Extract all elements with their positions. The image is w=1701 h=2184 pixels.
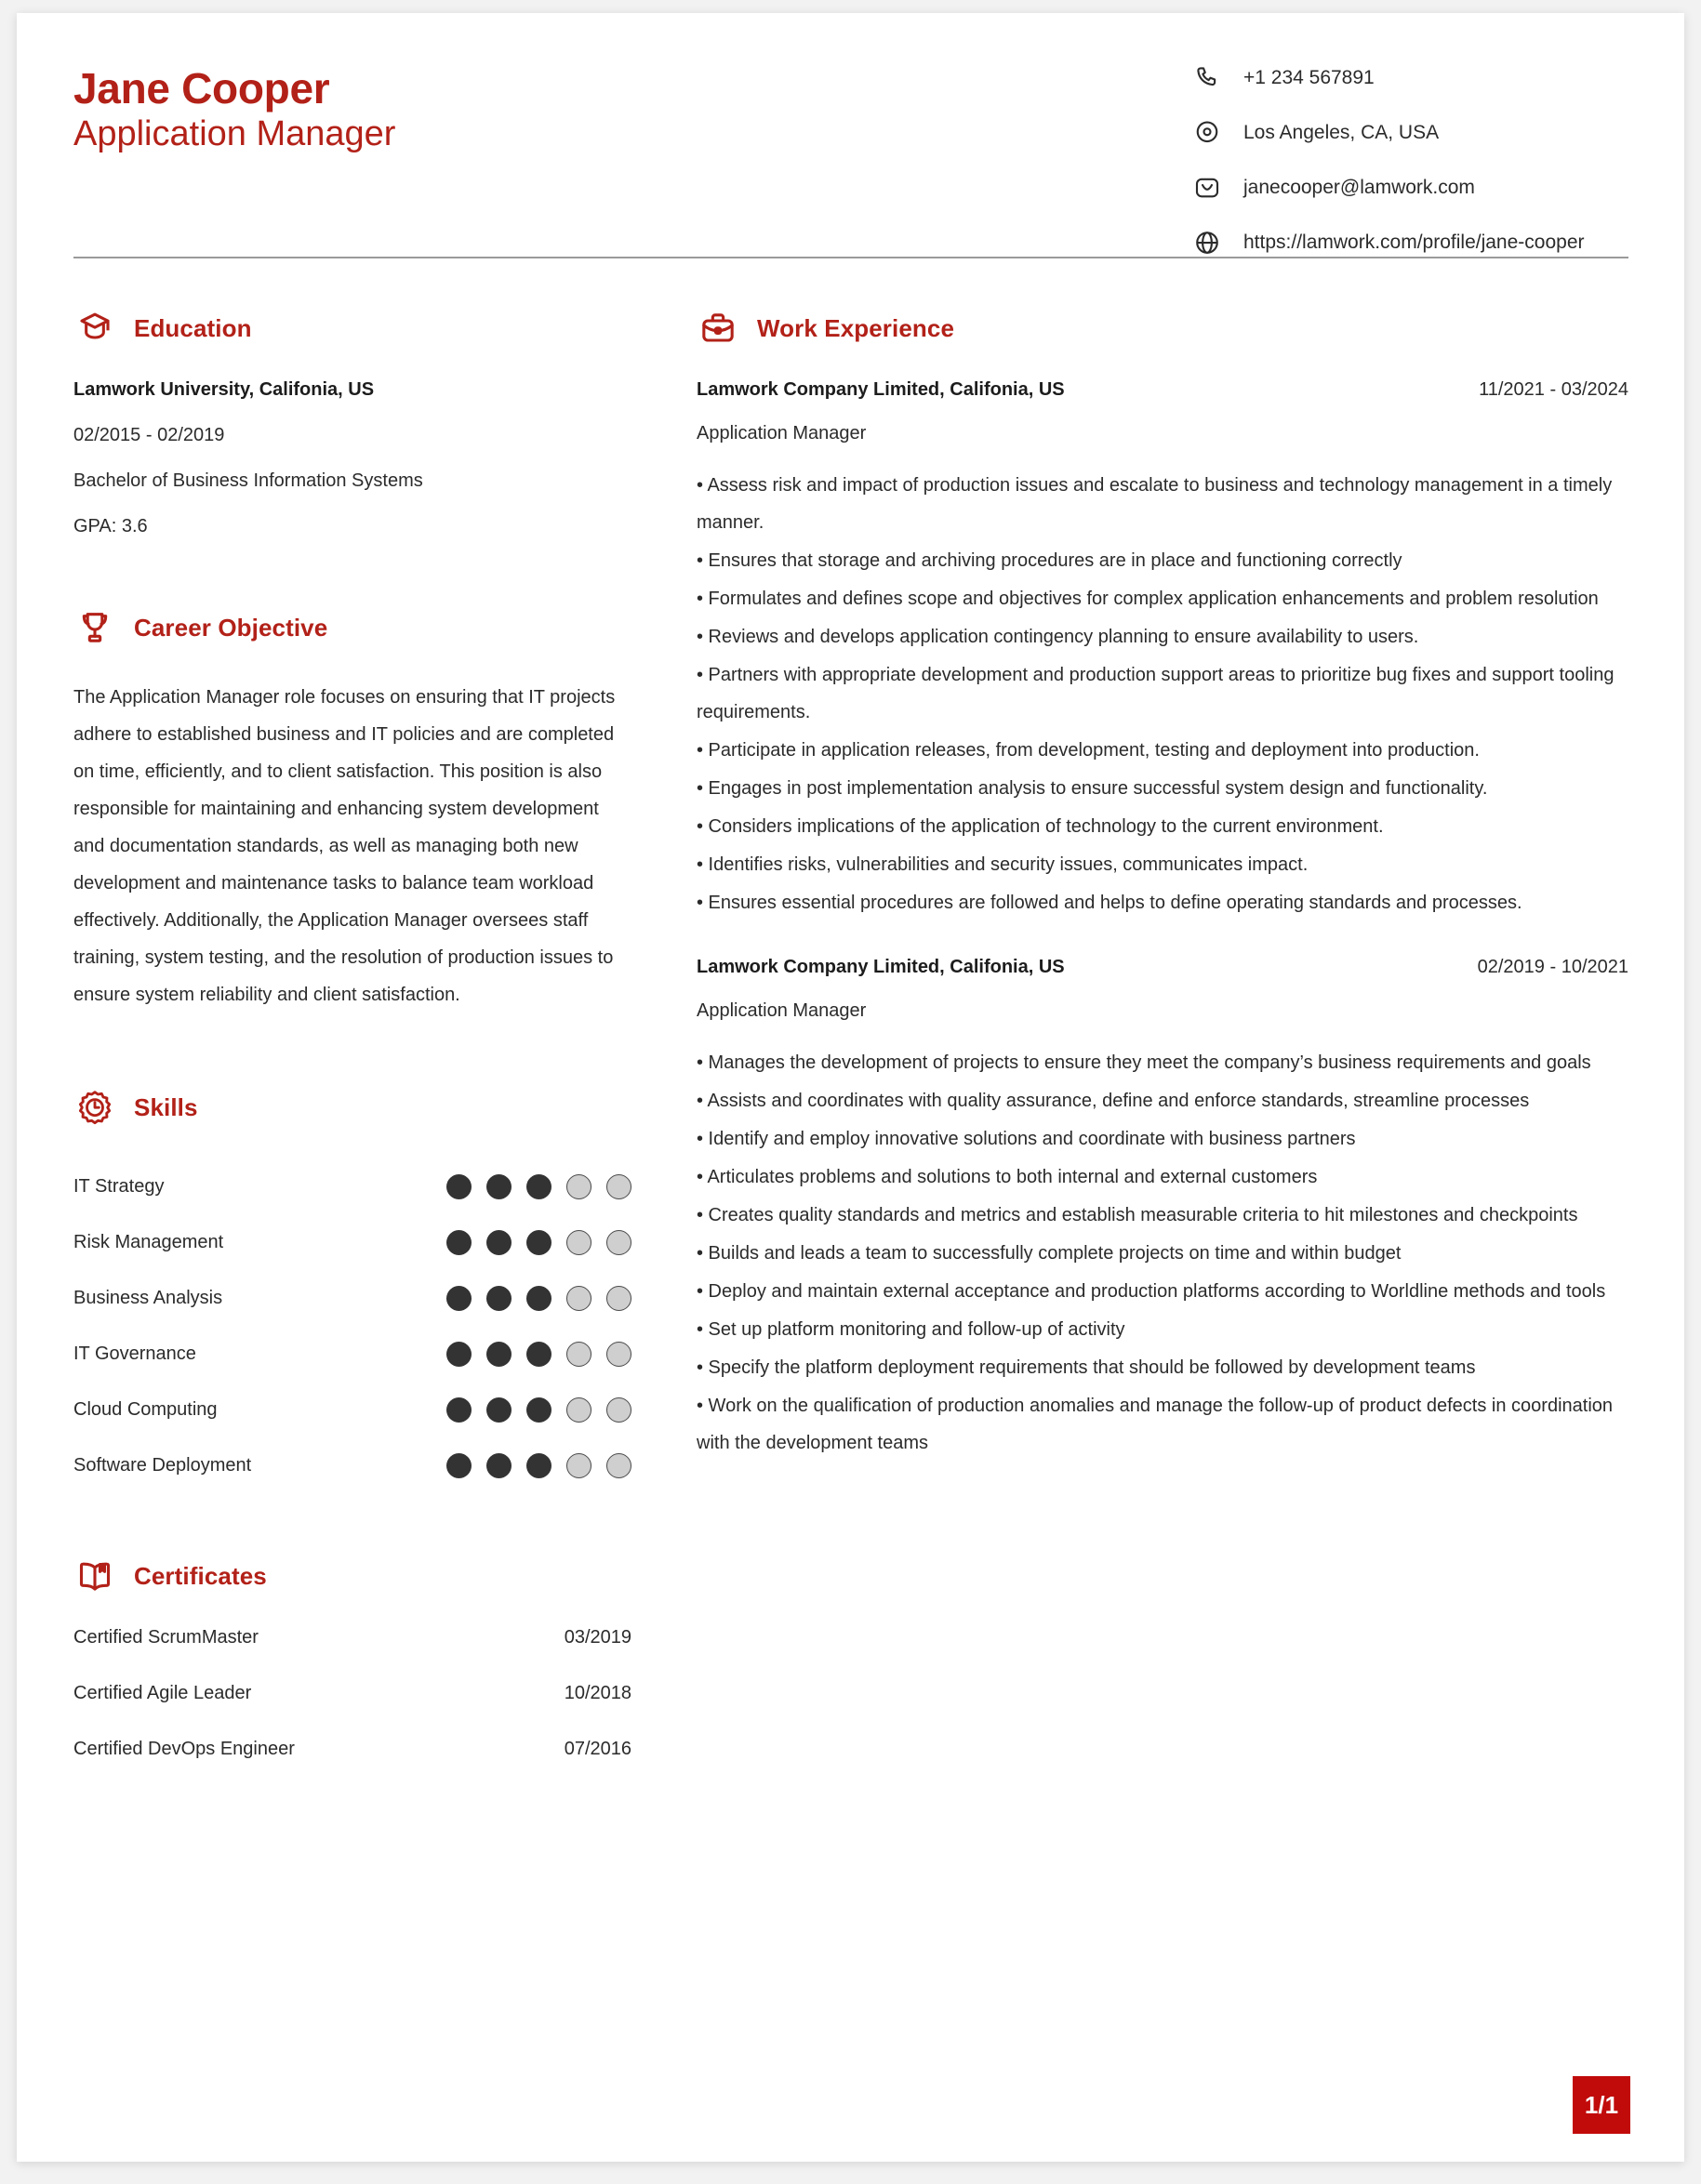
work-experience-section bbox=[697, 307, 1628, 1462]
skill-row bbox=[73, 1214, 631, 1270]
skill-label: Cloud Computing bbox=[73, 1398, 218, 1420]
skill-row bbox=[73, 1158, 631, 1214]
rating-dot-empty[interactable] bbox=[566, 1397, 591, 1423]
rating-dot-filled[interactable] bbox=[446, 1174, 472, 1199]
email-icon bbox=[1191, 172, 1223, 204]
resume-header bbox=[73, 48, 1628, 255]
gear-clock-icon bbox=[73, 1086, 116, 1129]
job-bullet: • Identify and employ innovative solutions and coordinate with business partners bbox=[697, 1129, 1356, 1149]
graduation-cap-icon bbox=[73, 307, 116, 350]
skills-list bbox=[73, 1158, 631, 1493]
rating-dot-empty[interactable] bbox=[566, 1453, 591, 1478]
rating-dot-filled[interactable] bbox=[446, 1342, 472, 1367]
job-bullet: • Formulates and defines scope and objectives for complex application enhancements and problem resolution bbox=[697, 589, 1599, 609]
skill-rating[interactable] bbox=[432, 1286, 631, 1311]
rating-dot-empty[interactable] bbox=[606, 1397, 631, 1423]
job-dates: 11/2021 - 03/2024 bbox=[1479, 379, 1628, 400]
open-book-icon bbox=[73, 1555, 116, 1597]
skill-row bbox=[73, 1270, 631, 1326]
education-dates: 02/2015 - 02/2019 bbox=[73, 425, 225, 445]
skills-section bbox=[73, 1086, 631, 1493]
work-experience-title: Work Experience bbox=[757, 313, 955, 342]
certificates-title: Certificates bbox=[134, 1561, 267, 1590]
rating-dot-filled[interactable] bbox=[526, 1174, 551, 1199]
skill-rating[interactable] bbox=[432, 1453, 631, 1478]
rating-dot-empty[interactable] bbox=[606, 1342, 631, 1367]
job-bullet: • Work on the qualification of production anomalies and manage the follow-up of product defects in coordination with the development teams bbox=[697, 1396, 1614, 1453]
education-degree: Bachelor of Business Information Systems bbox=[73, 470, 423, 491]
rating-dot-filled[interactable] bbox=[486, 1397, 512, 1423]
job-bullet: • Ensures that storage and archiving procedures are in place and functioning correctly bbox=[697, 550, 1402, 571]
job-bullet: • Manages the development of projects to ensure they meet the company’s business requirements and goals bbox=[697, 1052, 1591, 1073]
job-bullet: • Participate in application releases, from development, testing and deployment into production. bbox=[697, 740, 1480, 761]
job-dates: 02/2019 - 10/2021 bbox=[1477, 957, 1628, 977]
resume-page bbox=[17, 13, 1684, 2162]
skill-rating[interactable] bbox=[432, 1230, 631, 1255]
skill-label: IT Strategy bbox=[73, 1175, 165, 1197]
rating-dot-filled[interactable] bbox=[526, 1397, 551, 1423]
certificate-date: 03/2019 bbox=[564, 1627, 631, 1648]
rating-dot-empty[interactable] bbox=[566, 1230, 591, 1255]
contact-row-location[interactable] bbox=[1191, 114, 1628, 152]
contact-row-website[interactable] bbox=[1191, 224, 1628, 261]
contact-row-phone[interactable] bbox=[1191, 60, 1628, 97]
certificate-date: 07/2016 bbox=[564, 1739, 631, 1759]
skill-rating[interactable] bbox=[432, 1174, 631, 1199]
contact-location-value: Los Angeles, CA, USA bbox=[1243, 122, 1440, 143]
briefcase-icon bbox=[697, 307, 739, 350]
job-bullet: • Assess risk and impact of production issues and escalate to business and technology management in a timely manner. bbox=[697, 475, 1613, 533]
education-gpa: GPA: 3.6 bbox=[73, 516, 148, 536]
career-objective-section bbox=[73, 606, 631, 1013]
job-bullet: • Reviews and develops application contingency planning to ensure availability to users. bbox=[697, 627, 1419, 647]
education-heading bbox=[73, 307, 631, 350]
certificates-list bbox=[73, 1627, 631, 1794]
job-company: Lamwork Company Limited, Califonia, US bbox=[697, 379, 1065, 400]
rating-dot-empty[interactable] bbox=[606, 1174, 631, 1199]
job-spacer bbox=[697, 929, 1628, 957]
job-bullet: • Deploy and maintain external acceptance and production platforms according to Worldline methods and tools bbox=[697, 1281, 1606, 1302]
certificate-name: Certified DevOps Engineer bbox=[73, 1739, 295, 1759]
education-school: Lamwork University, Califonia, US bbox=[73, 379, 375, 400]
rating-dot-filled[interactable] bbox=[446, 1397, 472, 1423]
page-title: Jane Cooper bbox=[73, 64, 330, 113]
skill-label: IT Governance bbox=[73, 1343, 196, 1364]
certificate-name: Certified Agile Leader bbox=[73, 1683, 252, 1703]
skill-label: Business Analysis bbox=[73, 1287, 223, 1308]
rating-dot-empty[interactable] bbox=[606, 1453, 631, 1478]
skill-row bbox=[73, 1382, 631, 1437]
rating-dot-filled[interactable] bbox=[486, 1453, 512, 1478]
job-bullet: • Partners with appropriate development and production support areas to prioritize bug fixes and support tooling requirements. bbox=[697, 665, 1615, 722]
job-company: Lamwork Company Limited, Califonia, US bbox=[697, 957, 1065, 977]
certificates-heading bbox=[73, 1555, 631, 1597]
rating-dot-filled[interactable] bbox=[486, 1286, 512, 1311]
rating-dot-filled[interactable] bbox=[526, 1453, 551, 1478]
rating-dot-filled[interactable] bbox=[486, 1342, 512, 1367]
trophy-icon bbox=[73, 606, 116, 649]
jobs-list bbox=[697, 379, 1628, 1462]
rating-dot-filled[interactable] bbox=[446, 1230, 472, 1255]
contact-email-value: janecooper@lamwork.com bbox=[1243, 177, 1475, 198]
certificate-row bbox=[73, 1683, 631, 1739]
job-bullet: • Specify the platform deployment requirements that should be followed by development teams bbox=[697, 1357, 1476, 1378]
certificate-row bbox=[73, 1739, 631, 1794]
contact-website-value: https://lamwork.com/profile/jane-cooper bbox=[1243, 232, 1585, 253]
skill-row bbox=[73, 1437, 631, 1493]
rating-dot-filled[interactable] bbox=[446, 1286, 472, 1311]
certificate-row bbox=[73, 1627, 631, 1683]
skill-rating[interactable] bbox=[432, 1397, 631, 1423]
rating-dot-empty[interactable] bbox=[606, 1230, 631, 1255]
job-bullet: • Considers implications of the application of technology to the current environment. bbox=[697, 816, 1384, 837]
skills-title: Skills bbox=[134, 1092, 198, 1121]
career-objective-heading bbox=[73, 606, 631, 649]
job-bullet: • Articulates problems and solutions to both internal and external customers bbox=[697, 1167, 1318, 1187]
job-entry bbox=[697, 957, 1628, 1462]
job-bullet: • Creates quality standards and metrics and establish measurable criteria to hit milestones and checkpoints bbox=[697, 1205, 1578, 1225]
phone-icon bbox=[1191, 62, 1223, 94]
rating-dot-filled[interactable] bbox=[526, 1342, 551, 1367]
globe-icon bbox=[1191, 227, 1223, 258]
job-bullet: • Builds and leads a team to successfully complete projects on time and within budget bbox=[697, 1243, 1402, 1264]
job-bullet: • Set up platform monitoring and follow-up of activity bbox=[697, 1319, 1125, 1340]
certificate-date: 10/2018 bbox=[564, 1683, 631, 1703]
name-block bbox=[73, 48, 395, 155]
location-icon bbox=[1191, 117, 1223, 149]
career-objective-title: Career Objective bbox=[134, 613, 328, 642]
rating-dot-filled[interactable] bbox=[486, 1174, 512, 1199]
certificates-section bbox=[73, 1555, 631, 1794]
page-number-badge: 1/1 bbox=[1573, 2076, 1630, 2134]
education-title: Education bbox=[134, 313, 252, 342]
job-bullet: • Ensures essential procedures are followed and helps to define operating standards and processes. bbox=[697, 893, 1522, 913]
skill-label: Software Deployment bbox=[73, 1454, 252, 1476]
rating-dot-empty[interactable] bbox=[566, 1342, 591, 1367]
education-section bbox=[73, 307, 631, 537]
job-header bbox=[697, 957, 1628, 978]
rating-dot-empty[interactable] bbox=[566, 1286, 591, 1311]
rating-dot-filled[interactable] bbox=[526, 1286, 551, 1311]
skill-label: Risk Management bbox=[73, 1231, 224, 1252]
job-bullet: • Assists and coordinates with quality assurance, define and enforce standards, streamline processes bbox=[697, 1091, 1530, 1111]
job-bullet: • Identifies risks, vulnerabilities and security issues, communicates impact. bbox=[697, 854, 1309, 875]
job-bullets bbox=[697, 467, 1628, 921]
skills-heading bbox=[73, 1086, 631, 1129]
job-entry bbox=[697, 379, 1628, 921]
job-role: Application Manager bbox=[697, 1000, 867, 1021]
job-bullets bbox=[697, 1044, 1628, 1462]
career-objective-text: The Application Manager role focuses on ensuring that IT projects adhere to established business and IT policies and are completed on time, efficiently, and to client satisfaction. This position is also responsible for maintaining and enhancing system development and documentation standards, as well as managing both new development and maintenance tasks to balance team workload effectively. Additionally, the Application Manager oversees staff training, system testing, and the resolution of production issues to ensure system reliability and client satisfaction. bbox=[73, 687, 616, 1005]
contact-block bbox=[1191, 48, 1628, 261]
rating-dot-filled[interactable] bbox=[486, 1230, 512, 1255]
job-role: Application Manager bbox=[697, 423, 867, 443]
contact-phone-value: +1 234 567891 bbox=[1243, 67, 1375, 88]
job-bullet: • Engages in post implementation analysis to ensure successful system design and functionality. bbox=[697, 778, 1488, 799]
rating-dot-filled[interactable] bbox=[526, 1230, 551, 1255]
contact-row-email[interactable] bbox=[1191, 169, 1628, 206]
job-header bbox=[697, 379, 1628, 401]
rating-dot-empty[interactable] bbox=[566, 1174, 591, 1199]
skill-row bbox=[73, 1326, 631, 1382]
work-experience-heading bbox=[697, 307, 1628, 350]
skill-rating[interactable] bbox=[432, 1342, 631, 1367]
certificate-name: Certified ScrumMaster bbox=[73, 1627, 259, 1648]
header-job-title: Application Manager bbox=[73, 113, 396, 153]
rating-dot-filled[interactable] bbox=[446, 1453, 472, 1478]
rating-dot-empty[interactable] bbox=[606, 1286, 631, 1311]
